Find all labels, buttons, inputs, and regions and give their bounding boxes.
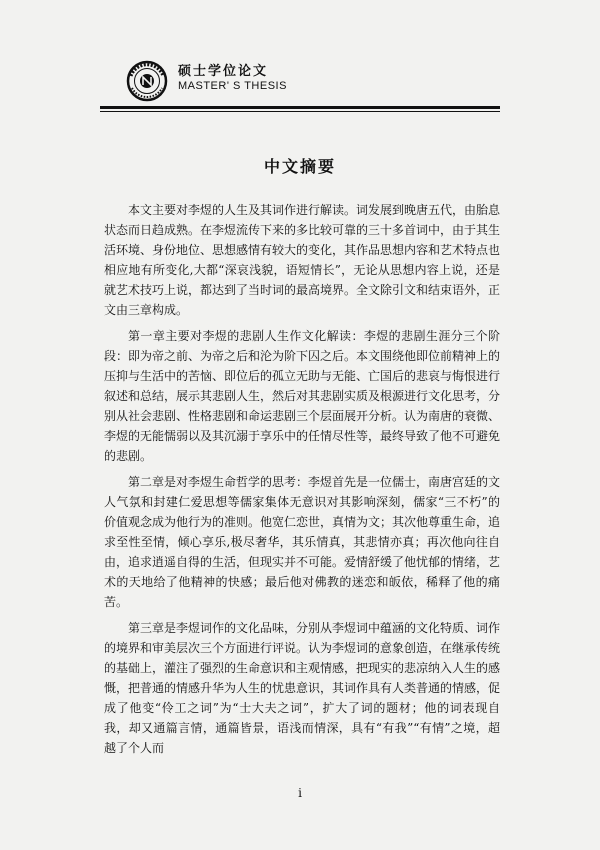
abstract-title: 中文摘要 — [263, 157, 336, 176]
paragraph-intro: 本文主要对李煜的人生及其词作进行解读。词发展到晚唐五代，由胎息状态而日趋成熟。在李煜流传下来的多比较可靠的三十多首词中，由于其生活环境、身份地位、思想感情有较大的变化，其作品思想内容和艺术特点也相应地有所变化,大都“深哀浅貌，语短情长”，无论从思想内容上说，还是就艺术技巧上说，都达到了当时词的最高境界。全文除引文和结束语外，正文由三章构成。 — [104, 203, 501, 317]
header-rule-thick — [100, 106, 500, 109]
paragraph-chapter-3: 第三章是李煜词作的文化品味，分别从李煜词中蕴涵的文化特质、词作的境界和审美层次三个方面进行评说。认为李煜词的意象创造，在继承传统的基础上，灌注了强烈的生命意识和主观情感，把现实的悲凉纳入人生的感慨，把普通的情感升华为人生的忧患意识，其词作具有人类普通的情感，促成了他变“伶工之词”为“士大夫之词”，扩大了词的题材；他的词表现自我，却又通篇言情，通篇皆景，语浅而情深，具有“有我”“有情”之境，超越了个人而 — [104, 621, 501, 755]
paragraph-chapter-1: 第一章主要对李煜的悲剧人生作文化解读：李煜的悲剧生涯分三个阶段：即为帝之前、为帝之后和沦为阶下囚之后。本文围绕他即位前精神上的压抑与生活中的苦恼、即位后的孤立无助与无能、亡国后的悲哀与悔恨进行叙述和总结，展示其悲剧人生，然后对其悲剧实质及根源进行文化思考，分别从社会悲剧、性格悲剧和命运悲剧三个层面展开分析。认为南唐的衰微、李煜的无能懦弱以及其沉溺于享乐中的任情尽性等，最终导致了他不可避免的悲剧。 — [104, 329, 501, 463]
university-seal-icon — [126, 60, 168, 102]
header-rule-thin — [100, 111, 500, 112]
thesis-header — [100, 56, 500, 108]
degree-label: 硕士学位论文 — [178, 64, 269, 79]
english-thesis-label: MASTER' S THESIS — [178, 80, 287, 92]
abstract-body — [104, 200, 500, 764]
page-number: i — [298, 786, 302, 800]
paragraph-chapter-2: 第二章是对李煜生命哲学的思考：李煜首先是一位儒士，南唐宫廷的文人气氛和封建仁爱思想等儒家集体无意识对其影响深刻，儒家“三不朽”的价值观念成为他行为的准则。他宽仁恋世，真情为文；其次他尊重生命，追求至性至情，倾心享乐,极尽奢华，其乐情真，其悲情亦真；再次他向往自由，追求逍遥自得的生活，但现实并不可能。爱情舒缓了他忧郁的情绪，艺术的天地给了他精神的快感；最后他对佛教的迷恋和皈依，稀释了他的痛苦。 — [104, 475, 501, 609]
